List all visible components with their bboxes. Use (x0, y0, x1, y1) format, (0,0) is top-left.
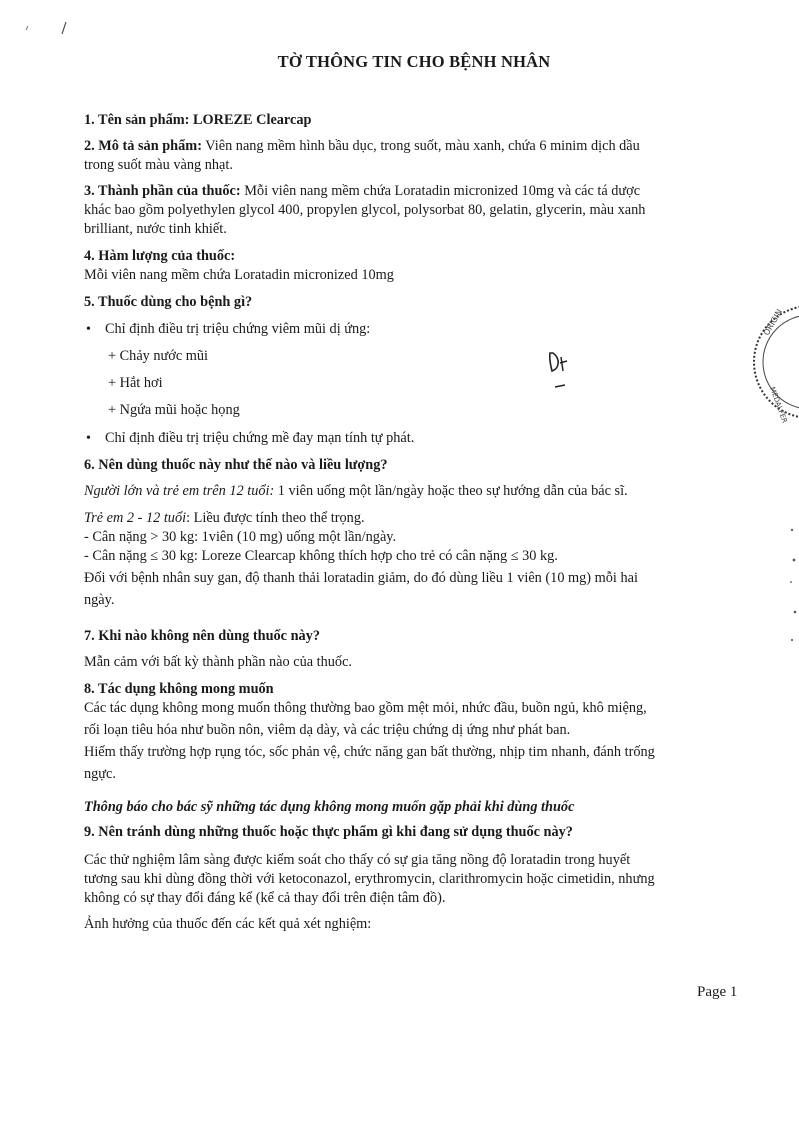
section-text: ngực. (84, 766, 116, 782)
section-text: Ảnh hưởng của thuốc đến các kết quả xét nghiệm: (84, 916, 372, 932)
section-text: Các tác dụng không mong muốn thông thường bao gồm mệt mỏi, nhức đầu, buồn ngủ, khô miệng, (84, 700, 647, 716)
section-heading: 5. Thuốc dùng cho bệnh gì? (84, 294, 253, 310)
section-heading: 3. Thành phần của thuốc: (84, 183, 241, 199)
section-interactions-body (84, 851, 744, 934)
section-product-name (84, 111, 744, 130)
section-contraindications (84, 627, 744, 672)
section-heading: 2. Mô tả sản phẩm: (84, 138, 202, 154)
scan-marks (18, 10, 78, 40)
section-text: Viên nang mềm hình bầu dục, trong suốt, màu xanh, chứa 6 minim dịch dầu (201, 138, 640, 154)
dosage-line: ngày. (84, 592, 115, 608)
section-heading: 9. Nên tránh dùng những thuốc hoặc thực phẩm gì khi đang sử dụng thuốc này? (84, 824, 573, 840)
section-heading: 7. Khi nào không nên dùng thuốc này? (84, 628, 320, 644)
partial-stamp-seal (752, 292, 799, 432)
dosage-line: Đối với bệnh nhân suy gan, độ thanh thải loratadin giảm, do đó dùng liều 1 viên (10 mg) mỗi hai (84, 570, 638, 586)
bullet-text: Chỉ định điều trị triệu chứng viêm mũi dị ứng: (105, 321, 371, 337)
section-text: Mỗi viên nang mềm chứa Loratadin micronized 10mg và các tá dược (240, 183, 641, 199)
bullet-dot: • (86, 431, 91, 446)
bullet-item (84, 429, 744, 448)
section-heading: 1. Tên sản phẩm: LOREZE Clearcap (84, 112, 312, 128)
section-text: Mỗi viên nang mềm chứa Loratadin micronized 10mg (84, 267, 394, 283)
sub-item: + Ngứa mũi hoặc họng (108, 402, 240, 418)
section-text: Mẫn cảm với bất kỳ thành phần nào của thuốc. (84, 654, 353, 670)
dosage-line: - Cân nặng > 30 kg: 1viên (10 mg) uống một lần/ngày. (84, 529, 397, 545)
section-text: brilliant, nước tinh khiết. (84, 221, 227, 237)
page-number: Page 1 (697, 984, 738, 1000)
adult-text: 1 viên uống một lần/ngày hoặc theo sự hướng dẫn của bác sĩ. (274, 483, 628, 499)
section-heading: 6. Nên dùng thuốc này như thế nào và liều lượng? (84, 457, 388, 473)
section-text: Các thử nghiệm lâm sàng được kiểm soát cho thấy có sự gia tăng nồng độ loratadin trong huyết (84, 852, 631, 868)
section-interactions (84, 823, 744, 842)
svg-text:MEDALFER: MEDALFER (768, 385, 789, 425)
bullet-item (84, 320, 744, 339)
section-text: Hiếm thấy trường hợp rụng tóc, sốc phản vệ, chức năng gan bất thường, nhịp tim nhanh, đánh trống (84, 744, 655, 760)
section-text: tương sau khi dùng đồng thời với ketoconazol, erythromycin, clarithromycin hoặc cimetidin, nhưng (84, 871, 655, 887)
bullet-dot: • (86, 322, 91, 337)
section-heading: 4. Hàm lượng của thuốc: (84, 248, 236, 264)
section-side-effects (84, 680, 744, 784)
dosage-line: - Cân nặng ≤ 30 kg: Loreze Clearcap không thích hợp cho trẻ có cân nặng ≤ 30 kg. (84, 548, 558, 564)
sub-item: + Hắt hơi (108, 375, 163, 391)
section-text: trong suốt màu vàng nhạt. (84, 157, 233, 173)
notice-text: Thông báo cho bác sỹ những tác dụng không mong muốn gặp phải khi dùng thuốc (84, 799, 575, 815)
child-label: Trẻ em 2 - 12 tuổi (84, 510, 187, 526)
bullet-text: Chỉ định điều trị triệu chứng mề đay mạn tính tự phát. (105, 430, 415, 446)
document-title: TỜ THÔNG TIN CHO BỆNH NHÂN (277, 52, 551, 71)
section-ingredients (84, 182, 744, 239)
sub-item: + Chảy nước mũi (108, 348, 209, 364)
section-text: rối loạn tiêu hóa như buồn nôn, viêm dạ dày, và các triệu chứng dị ứng như phát ban. (84, 722, 571, 738)
section-dosage-body (84, 482, 744, 501)
svg-text:ORIGIN: ORIGIN (761, 307, 785, 337)
section-text: không có sự thay đổi đáng kể (kể cả thay đổi trên điện tâm đồ). (84, 890, 446, 906)
child-text: : Liều được tính theo thể trọng. (186, 510, 365, 526)
section-strength (84, 247, 744, 285)
adult-label: Người lớn và trẻ em trên 12 tuổi: (84, 483, 275, 499)
section-heading: 8. Tác dụng không mong muốn (84, 681, 274, 697)
section-dosage-children (84, 509, 744, 610)
section-text: khác bao gồm polyethylen glycol 400, propylen glycol, polysorbat 80, gelatin, glycerin, màu xanh (84, 202, 646, 218)
section-description (84, 137, 744, 175)
handwritten-initials (545, 345, 585, 395)
edge-dots (780, 520, 798, 660)
section-dosage (84, 456, 744, 475)
section-indications (84, 293, 744, 312)
section-side-effects-notice (84, 798, 744, 817)
